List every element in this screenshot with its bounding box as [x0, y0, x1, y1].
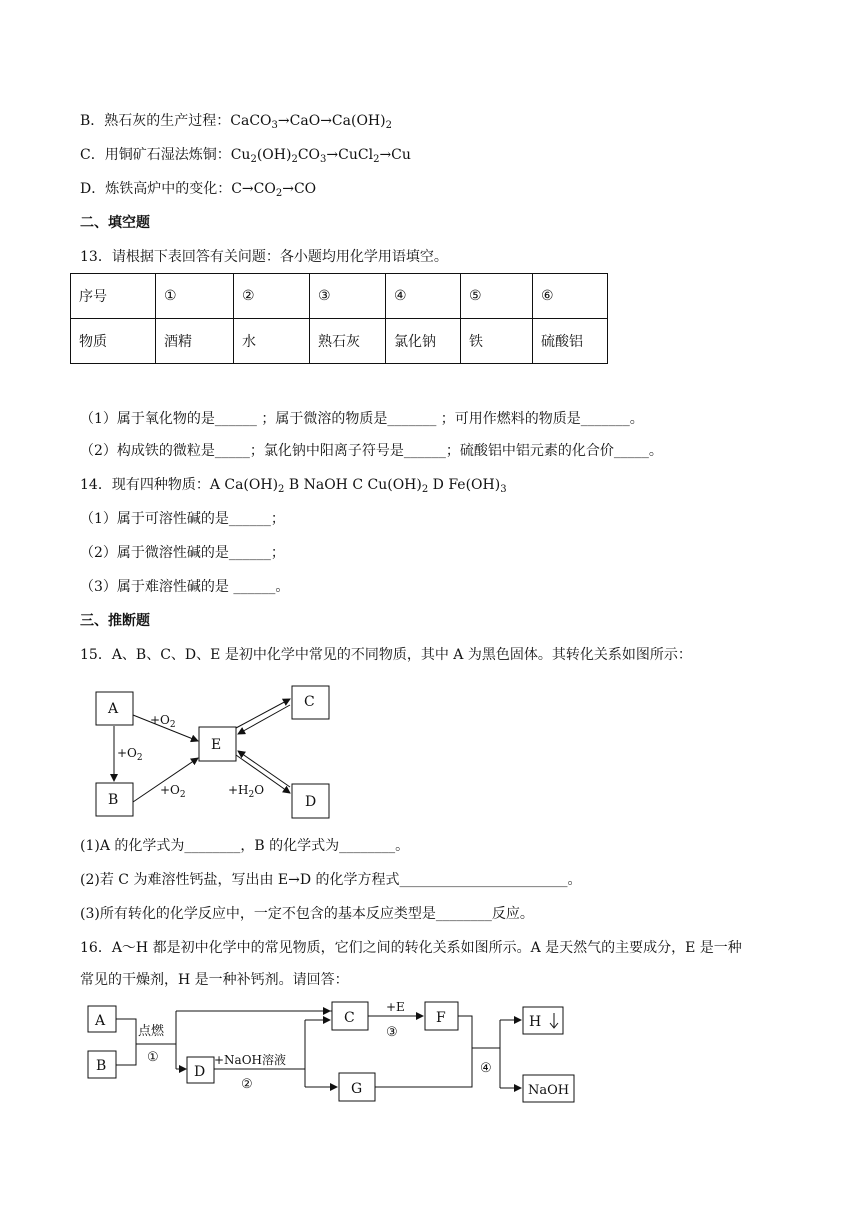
option-c: C．用铜矿石湿法炼铜：$Cu_2(OH)_2CO_3\to CuCl_2\to Cu$ — [80, 147, 411, 165]
table-cell: 酒精 — [156, 319, 234, 364]
d15-box-b: B — [108, 792, 119, 808]
question-16-line-1: 16．A～H 都是初中化学中的常见物质，它们之间的转化关系如图所示。A 是天然气的主要成分，E 是一种 — [80, 940, 742, 956]
question-13-part-2: （2）构成铁的微粒是_____；氯化钠中阳离子符号是______；硫酸铝中铝元素的化合价_____。 — [80, 443, 663, 459]
table-cell: ① — [156, 274, 234, 319]
table-cell: ③ — [310, 274, 386, 319]
table-cell: 水 — [234, 319, 310, 364]
option-b: B．熟石灰的生产过程：$CaCO_3\to CaO\to Ca(OH)_2$ — [80, 113, 392, 131]
d15-label-b-e: $+O_2$ — [160, 783, 186, 800]
question-13-part-1: （1）属于氧化物的是______ ；属于微溶的物质是_______ ；可用作燃料的物质是_______。 — [80, 411, 644, 427]
table-cell: ⑥ — [533, 274, 608, 319]
table-cell: 硫酸铝 — [533, 319, 608, 364]
d15-box-c: C — [304, 694, 315, 710]
d16-box-g: G — [351, 1081, 363, 1097]
d15-box-e: E — [211, 737, 222, 753]
question-16-line-2: 常见的干燥剂，H 是一种补钙剂。请回答： — [80, 972, 349, 988]
table-cell: 氯化钠 — [386, 319, 461, 364]
question-13: 13．请根据下表回答有关问题：各小题均用化学用语填空。 — [80, 249, 448, 265]
d16-box-d: D — [194, 1064, 206, 1080]
d16-label-plus-e: +E — [386, 1000, 405, 1014]
question-14-part-1: （1）属于可溶性碱的是______； — [80, 511, 285, 527]
question-14-part-3: （3）属于难溶性碱的是 ______。 — [80, 579, 290, 595]
diagram-16 — [88, 1002, 574, 1102]
table-cell: ⑤ — [461, 274, 533, 319]
d16-box-a: A — [95, 1013, 106, 1029]
d15-label-e-d: $+H_2O$ — [228, 783, 265, 800]
d16-label-step-2: ② — [241, 1077, 253, 1092]
d15-label-a-e: $+O_2$ — [150, 713, 176, 730]
d16-label-step-1: ① — [147, 1050, 159, 1065]
table-cell: 序号 — [71, 274, 156, 319]
d15-label-a-b: $+O_2$ — [117, 746, 143, 763]
d16-label-naoh-solution: +NaOH溶液 — [214, 1053, 287, 1067]
d16-box-c: C — [344, 1010, 355, 1026]
table-cell: 物质 — [71, 319, 156, 364]
question-15-part-2: (2)若 C 为难溶性钙盐，写出由 E→D 的化学方程式________________________。 — [80, 872, 582, 888]
d16-label-step-3: ③ — [386, 1025, 398, 1040]
option-d: D．炼铁高炉中的变化：$C\to CO_2\to CO$ — [80, 181, 317, 199]
table-cell: ② — [234, 274, 310, 319]
d16-box-naoh: NaOH — [528, 1083, 570, 1098]
d16-box-b: B — [96, 1058, 107, 1074]
question-15-part-1: (1)A 的化学式为________，B 的化学式为________。 — [80, 838, 410, 854]
d16-label-step-4: ④ — [480, 1061, 492, 1076]
d16-box-f: F — [436, 1010, 446, 1026]
d15-box-d: D — [305, 794, 317, 810]
table-cell: 铁 — [461, 319, 533, 364]
d15-box-a: A — [108, 701, 119, 717]
question-14-part-2: （2）属于微溶性碱的是______； — [80, 545, 285, 561]
section-fill-blank: 二、填空题 — [80, 215, 150, 231]
d16-box-h: H — [529, 1014, 542, 1030]
d16-label-ignite: 点燃 — [138, 1024, 165, 1039]
table-cell: ④ — [386, 274, 461, 319]
table-cell: 熟石灰 — [310, 319, 386, 364]
question-14: 14．现有四种物质：A $Ca(OH)_2$ B NaOH C $Cu(OH)_2$ D $Fe(OH)_3$ — [80, 477, 507, 495]
question-15-part-3: (3)所有转化的化学反应中，一定不包含的基本反应类型是________反应。 — [80, 906, 534, 922]
question-15: 15．A、B、C、D、E 是初中化学中常见的不同物质，其中 A 为黑色固体。其转化关系如图所示： — [80, 647, 692, 663]
section-inference: 三、推断题 — [80, 613, 150, 629]
